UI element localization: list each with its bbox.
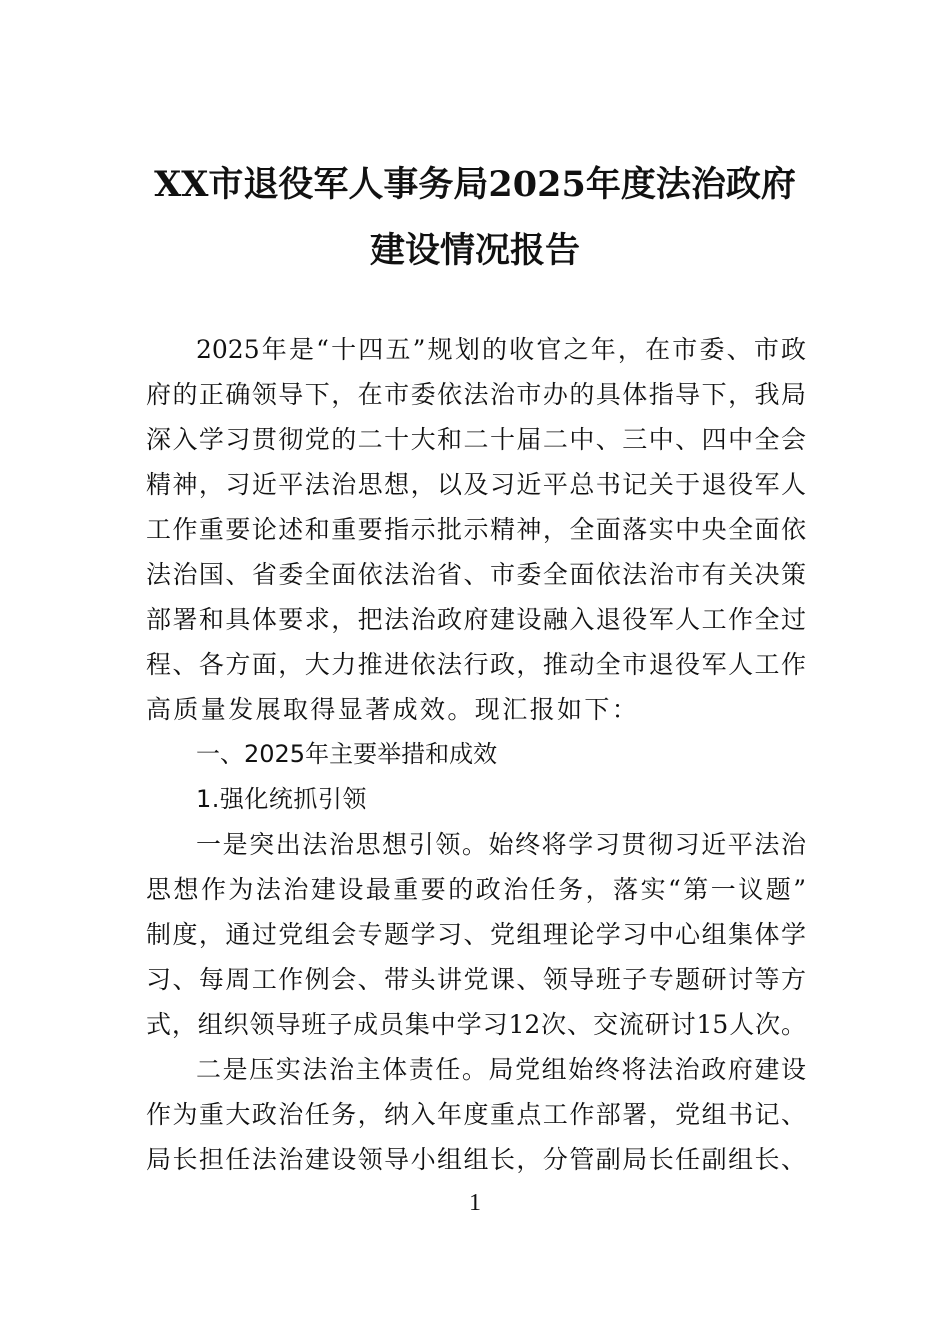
paragraph-1-line: 高质量发展取得显著成效。现汇报如下： (146, 695, 640, 724)
paragraph-2-line: 一是突出法治思想引领。始终将学习贯彻习近平法治 (196, 830, 806, 859)
paragraph-2-line: 制度，通过党组会专题学习、党组理论学习中心组集体学 (146, 920, 806, 949)
paragraph-2-line: 习、每周工作例会、带头讲党课、领导班子专题研讨等方 (146, 965, 806, 994)
paragraph-2-line: 思想作为法治建设最重要的政治任务，落实“第一议题” (146, 875, 806, 904)
section-heading: 一、2025年主要举措和成效 (196, 740, 498, 768)
paragraph-1-line: 2025年是“十四五”规划的收官之年，在市委、市政 (196, 335, 806, 364)
paragraph-1-line: 工作重要论述和重要指示批示精神，全面落实中央全面依 (146, 515, 806, 544)
paragraph-1-line: 程、各方面，大力推进依法行政，推动全市退役军人工作 (146, 650, 806, 679)
paragraph-3-line: 作为重大政治任务，纳入年度重点工作部署，党组书记、 (146, 1100, 806, 1129)
paragraph-1-line: 精神，习近平法治思想，以及习近平总书记关于退役军人 (146, 470, 806, 499)
paragraph-1-line: 法治国、省委全面依法治省、市委全面依法治市有关决策 (146, 560, 806, 589)
paragraph-3-line: 局长担任法治建设领导小组组长，分管副局长任副组长、 (146, 1145, 806, 1174)
page-number: 1 (469, 1190, 481, 1216)
document-title-line-1: XX市退役军人事务局2025年度法治政府 (154, 164, 796, 205)
paragraph-1-line: 部署和具体要求，把法治政府建设融入退役军人工作全过 (146, 605, 806, 634)
subsection-heading: 1.强化统抓引领 (196, 785, 367, 813)
document-body (146, 327, 806, 1182)
paragraph-1-line: 府的正确领导下，在市委依法治市办的具体指导下，我局 (146, 380, 806, 409)
document-title-line-2: 建设情况报告 (369, 230, 580, 271)
paragraph-3-line: 二是压实法治主体责任。局党组始终将法治政府建设 (196, 1055, 806, 1084)
paragraph-1-line: 深入学习贯彻党的二十大和二十届二中、三中、四中全会 (146, 425, 806, 454)
paragraph-2-line: 式，组织领导班子成员集中学习12次、交流研讨15人次。 (146, 1010, 806, 1039)
